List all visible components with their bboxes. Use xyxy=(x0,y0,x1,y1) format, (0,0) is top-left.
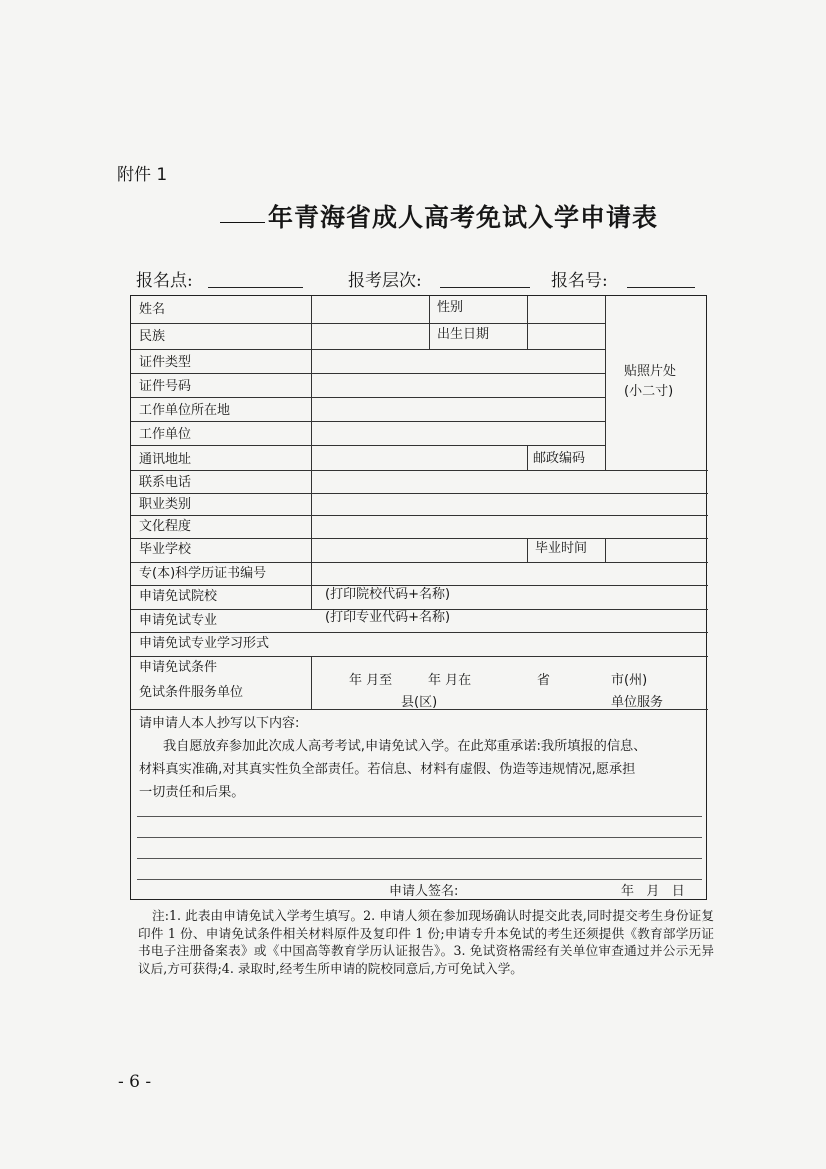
photo-size-label: (小二寸) xyxy=(624,384,674,399)
exempt-condition-label: 申请免试条件 xyxy=(139,660,218,675)
pledge-line-1: 我自愿放弃参加此次成人高考考试,申请免试入学。在此郑重承诺:我所填报的信息、 xyxy=(163,739,647,754)
address-label: 通讯地址 xyxy=(139,452,192,467)
year-blank-line xyxy=(220,222,265,223)
photo-label: 贴照片处 xyxy=(624,364,677,379)
service-city-text: 市(州) xyxy=(611,673,648,688)
service-county-text: 县(区) xyxy=(401,695,438,710)
exempt-school-label: 申请免试院校 xyxy=(139,589,218,604)
application-form-table xyxy=(130,295,707,900)
service-from-text: 年 月至 xyxy=(349,673,393,688)
handwriting-line xyxy=(137,879,702,880)
work-location-label: 工作单位所在地 xyxy=(139,403,231,418)
graduation-time-label: 毕业时间 xyxy=(535,541,588,556)
name-label: 姓名 xyxy=(139,302,166,317)
pledge-line-3: 一切责任和后果。 xyxy=(139,785,245,800)
handwriting-line xyxy=(137,837,702,838)
id-type-label: 证件类型 xyxy=(139,355,192,370)
phone-label: 联系电话 xyxy=(139,475,192,490)
gender-label: 性别 xyxy=(437,300,464,315)
service-province-text: 省 xyxy=(537,673,551,688)
work-unit-label: 工作单位 xyxy=(139,427,192,442)
registration-site-blank xyxy=(208,287,303,288)
registration-site-label: 报名点: xyxy=(136,271,193,291)
service-unit-label: 免试条件服务单位 xyxy=(139,685,244,700)
pledge-line-2: 材料真实准确,对其真实性负全部责任。若信息、材料有虚假、伪造等违规情况,愿承担 xyxy=(139,762,636,777)
occupation-label: 职业类别 xyxy=(139,497,192,512)
registration-no-blank xyxy=(627,287,695,288)
copy-instruction: 请申请人本人抄写以下内容: xyxy=(139,716,300,731)
level-blank xyxy=(440,287,530,288)
registration-no-label: 报名号: xyxy=(551,271,608,291)
page-title: 年青海省成人高考免试入学申请表 xyxy=(268,203,659,232)
page-number: - 6 - xyxy=(118,1072,152,1092)
handwriting-line xyxy=(137,816,702,817)
graduate-school-label: 毕业学校 xyxy=(139,542,192,557)
attachment-label: 附件 1 xyxy=(117,165,168,185)
date-label: 年 月 日 xyxy=(621,884,685,899)
ethnicity-label: 民族 xyxy=(139,329,166,344)
handwriting-line xyxy=(137,858,702,859)
signature-label: 申请人签名: xyxy=(389,884,459,899)
diploma-number-label: 专(本)科学历证书编号 xyxy=(139,566,267,581)
exempt-school-hint: (打印院校代码+名称) xyxy=(325,587,451,602)
study-form-label: 申请免试专业学习形式 xyxy=(139,636,270,651)
service-suffix-text: 单位服务 xyxy=(611,695,664,710)
service-to-text: 年 月在 xyxy=(428,673,472,688)
exempt-major-hint: (打印专业代码+名称) xyxy=(325,610,451,625)
education-label: 文化程度 xyxy=(139,519,192,534)
form-notes: 注:1. 此表由申请免试入学考生填写。2. 申请人须在参加现场确认时提交此表,同时提交考生身份证复印件 1 份、申请免试条件相关材料原件及复印件 1 份;申请专升本免试的考生还须提供《教育部学历证书电子注册备案表》或《中国高等教育学历认证报告》。3. 免试资格需经有关单位审查通过并公示无异议后,方可获得;4. 录取时,经考生所申请的院校同意后,方可免试入学。 xyxy=(138,908,714,976)
level-label: 报考层次: xyxy=(348,271,422,291)
birth-date-label: 出生日期 xyxy=(437,327,490,342)
id-number-label: 证件号码 xyxy=(139,379,192,394)
postal-code-label: 邮政编码 xyxy=(533,451,586,466)
exempt-major-label: 申请免试专业 xyxy=(139,613,218,628)
